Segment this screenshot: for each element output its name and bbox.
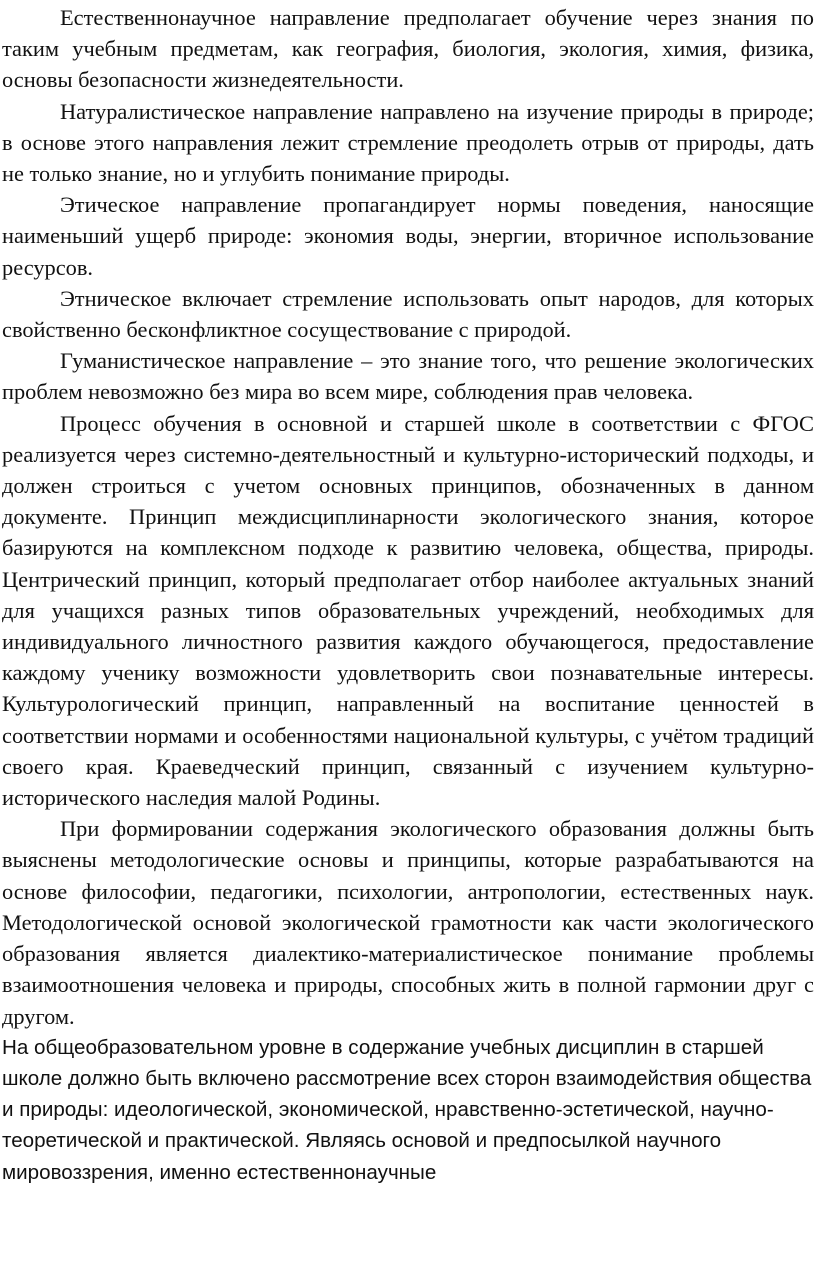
- paragraph-learning-process: Процесс обучения в основной и старшей школе в соответствии с ФГОС реализуется через системно-деятельностный и культурно-исторический подходы, и должен строиться с учетом основных принципов, обозначенных в данном документе. Принцип междисциплинарности экологического знания, которое базируются на комплексном подходе к развитию человека, общества, природы. Центрический принцип, который предполагает отбор наиболее актуальных знаний для учащихся разных типов образовательных учреждений, необходимых для индивидуального личностного развития каждого обучающегося, предоставление каждому ученику возможности удовлетворить свои познавательные интересы. Культурологический принцип, направленный на воспитание ценностей в соответствии нормами и особенностями национальной культуры, с учётом традиций своего края. Краеведческий принцип, связанный с изучением культурно-исторического наследия малой Родины.: [2, 410, 814, 811]
- paragraph-ethnic: Этническое включает стремление использовать опыт народов, для которых свойственно бесконфликтное сосуществование с природой.: [2, 285, 814, 343]
- paragraph-humanistic: Гуманистическое направление – это знание того, что решение экологических проблем невозможно без мира во всем мире, соблюдения прав человека.: [2, 348, 814, 405]
- paragraph-naturalistic: Натуралистическое направление направлено на изучение природы в природе; в основе этого направления лежит стремление преодолеть отрыв от природы, дать не только знание, но и углубить понимание природы.: [2, 98, 814, 187]
- paragraph-general-education: На общеобразовательном уровне в содержание учебных дисциплин в старшей школе должно быть включено рассмотрение всех сторон взаимодействия общества и природы: идеологической, экономической, нравственно-эстетической, научно-теоретической и практической. Являясь основой и предпосылкой научного мировоззрения, именно естественнонаучные: [2, 1035, 812, 1184]
- paragraph-ethical: Этическое направление пропагандирует нормы поведения, наносящие наименьший ущерб природе: экономия воды, энергии, вторичное использование ресурсов.: [2, 192, 814, 280]
- paragraph-natural-science: Естественнонаучное направление предполагает обучение через знания по таким учебным предметам, как география, биология, экология, химия, физика, основы безопасности жизнедеятельности.: [2, 5, 814, 93]
- paragraph-methodology: При формировании содержания экологического образования должны быть выяснены методологические основы и принципы, которые разрабатываются на основе философии, педагогики, психологии, антропологии, естественных наук. Методологической основой экологической грамотности как части экологического образования является диалектико-материалистическое понимание проблемы взаимоотношения человека и природы, способных жить в полной гармонии друг с другом.: [2, 816, 814, 1029]
